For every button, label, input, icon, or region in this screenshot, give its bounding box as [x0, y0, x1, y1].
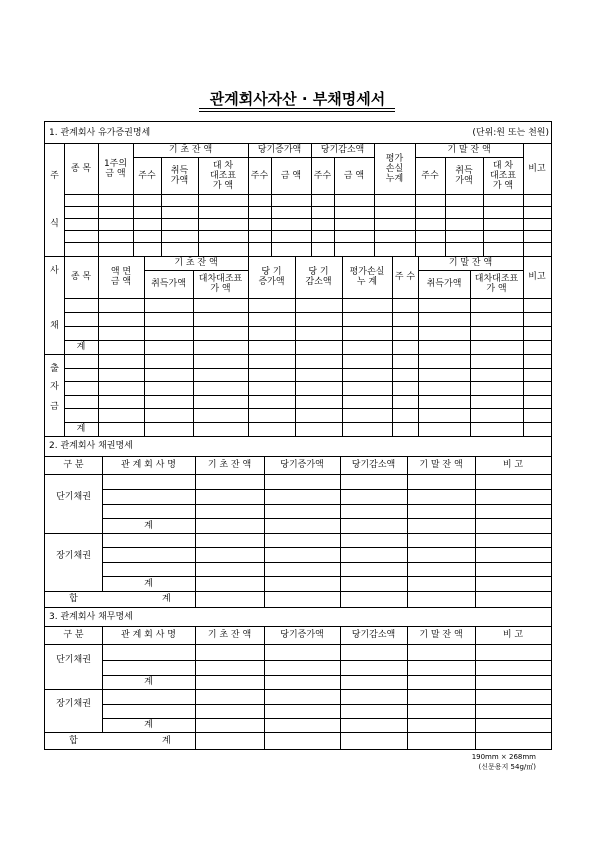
subtotal-label: 계 [144, 520, 153, 531]
header-opening: 기 초 잔 액 [207, 460, 252, 470]
section1-heading: 1. 관계회사 유가증권명세 [49, 127, 151, 138]
header-increase: 당기증가액 [257, 145, 302, 155]
header-company: 관 계 회 사 명 [121, 630, 176, 640]
header-ending: 기 말 잔 액 [447, 145, 491, 155]
section3-heading: 3. 관계회사 채무명세 [49, 611, 133, 622]
header-decrease: 당 기 감소액 [305, 267, 332, 287]
unit-note: (단위:원 또는 천원) [472, 127, 549, 138]
header-amount: 금 액 [280, 170, 302, 181]
header-increase: 당 기 증가액 [258, 267, 285, 287]
grand-total-label: 계 [162, 594, 171, 604]
header-category: 구 분 [63, 460, 84, 470]
header-shares: 주수 [421, 170, 439, 181]
receivables-table [45, 436, 551, 607]
grand-total-label: 합 [69, 735, 78, 746]
header-face-value: 액 면 금 액 [110, 267, 132, 287]
header-per-share: 1주의 금 액 [103, 158, 128, 179]
header-item: 종 목 [70, 272, 92, 282]
header-acquisition: 취득가액 [426, 279, 462, 289]
header-qty: 주수 [250, 170, 269, 181]
bond-side-label: 사 [50, 266, 59, 276]
bond-table [45, 256, 551, 436]
header-remarks: 비 고 [502, 630, 524, 640]
header-shares: 주수 [138, 170, 156, 181]
header-amount: 금 액 [343, 170, 365, 181]
page-title: 관계회사자산 · 부채명세서 [209, 90, 386, 108]
long-term-label: 장기채권 [56, 698, 91, 709]
investment-side-label: 자 [50, 382, 59, 392]
header-opening: 기 초 잔 액 [174, 258, 218, 268]
stock-side-label: 식 [50, 219, 59, 229]
short-term-label: 단기채권 [56, 654, 91, 665]
header-increase: 당기증가액 [280, 630, 324, 640]
grand-total-label: 합 [69, 594, 78, 604]
subtotal-label: 계 [144, 677, 153, 687]
header-bs-value: 대차대조표 가 액 [198, 274, 243, 294]
header-valuation: 평가 손실 누계 [385, 153, 404, 184]
header-decrease: 당기감소액 [320, 145, 365, 155]
header-remarks: 비 고 [502, 460, 524, 470]
grand-total-label: 계 [162, 735, 171, 746]
paper-type-note: (신문용지 54g/㎡) [478, 763, 536, 771]
header-opening: 기 초 잔 액 [207, 630, 252, 640]
investment-total-label: 계 [76, 424, 86, 434]
header-company: 관 계 회 사 명 [121, 460, 176, 470]
header-qty: 주수 [313, 170, 332, 181]
header-item: 종 목 [70, 163, 92, 174]
bond-side-label: 채 [50, 321, 59, 331]
stock-table [45, 143, 551, 256]
header-valuation: 평가손실 누 계 [349, 267, 385, 287]
header-decrease: 당기감소액 [351, 460, 396, 470]
header-increase: 당기증가액 [280, 460, 324, 470]
investment-side-label: 금 [50, 402, 59, 412]
header-shares: 주 수 [394, 272, 416, 282]
header-opening: 기 초 잔 액 [168, 145, 213, 155]
header-bs-value: 대 차 대조표 가 액 [209, 160, 237, 191]
header-ending: 기 말 잔 액 [448, 258, 493, 268]
title-underline [199, 108, 395, 109]
long-term-label: 장기채권 [56, 550, 91, 561]
header-bs-value: 대차대조표 가 액 [474, 274, 519, 294]
header-acquisition: 취득가액 [151, 279, 186, 289]
stock-side-label: 주 [50, 170, 59, 181]
paper-size-note: 190mm × 268mm [471, 753, 536, 761]
header-remarks: 비고 [528, 163, 546, 174]
section2-heading: 2. 관계회사 채권명세 [49, 441, 133, 451]
header-decrease: 당기감소액 [351, 630, 396, 640]
subtotal-label: 계 [144, 720, 153, 730]
header-acquisition: 취득 가액 [170, 165, 189, 186]
subtotal-label: 계 [144, 578, 153, 589]
header-remarks: 비고 [528, 272, 546, 282]
bond-total-label: 계 [76, 342, 86, 352]
short-term-label: 단기채권 [56, 491, 91, 502]
statement-form [44, 121, 552, 750]
header-category: 구 분 [63, 630, 84, 640]
investment-side-label: 출 [50, 364, 59, 374]
payables-table [45, 607, 551, 749]
header-bs-value: 대 차 대조표 가 액 [489, 160, 517, 191]
header-ending: 기 말 잔 액 [419, 460, 463, 470]
title-underline [199, 111, 395, 112]
header-acquisition: 취득 가액 [455, 165, 473, 186]
header-ending: 기 말 잔 액 [419, 630, 463, 640]
